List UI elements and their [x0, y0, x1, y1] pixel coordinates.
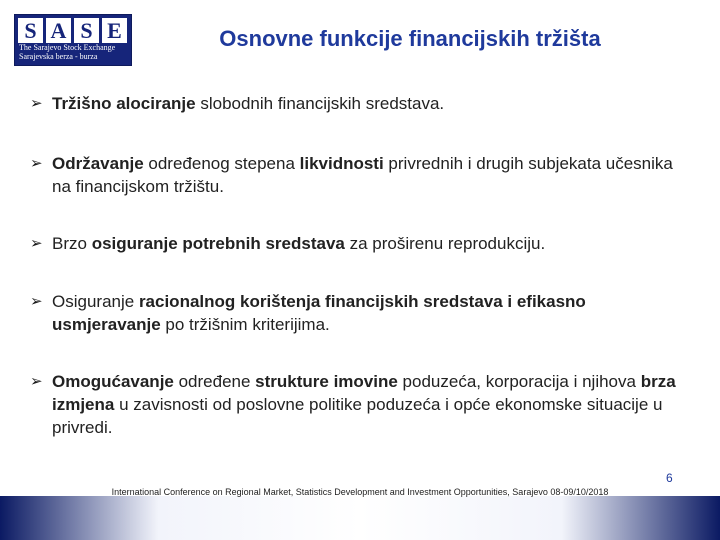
bullet-item — [30, 290, 690, 336]
bullet-bold-segment: likvidnosti — [299, 154, 384, 173]
arrow-bullet-icon: ➢ — [30, 373, 43, 390]
sase-logo — [14, 14, 132, 66]
bullet-text — [52, 92, 690, 115]
bullet-text — [52, 152, 690, 198]
bullet-segment: u zavisnosti od poslovne politike poduzeća i opće ekonomske situacije u privredi. — [52, 395, 663, 437]
arrow-bullet-icon: ➢ — [30, 155, 43, 172]
bullet-text — [52, 370, 690, 439]
bullet-item — [30, 152, 690, 198]
arrow-bullet-icon: ➢ — [30, 293, 43, 310]
bullet-item — [30, 92, 690, 115]
bullet-segment: poduzeća, korporacija i njihova — [397, 372, 641, 391]
bullet-segment: određenog stepena — [143, 154, 300, 173]
bullet-segment: Brzo — [52, 234, 92, 253]
bullet-item — [30, 370, 690, 439]
slide-title: Osnovne funkcije financijskih tržišta — [219, 26, 601, 51]
bullet-segment: privrednih i drugih subjekata učesnika na financijskom tržištu. — [52, 154, 673, 196]
arrow-bullet-icon: ➢ — [30, 235, 43, 252]
logo-subtitle-line2: Sarajevska berza - burza — [19, 52, 98, 61]
bullet-text — [52, 232, 690, 255]
footer-conference-text: International Conference on Regional Market, Statistics Development and Investment Opportunities, Sarajevo 08-09/10/2018 — [111, 487, 609, 497]
bullet-segment: po tržišnim kriterijima. — [160, 315, 330, 334]
bullet-bold-segment: brza izmjena — [52, 372, 676, 414]
bullet-segment: slobodnih financijskih sredstava. — [195, 94, 445, 113]
arrow-bullet-icon: ➢ — [30, 95, 43, 112]
bullet-segment: za proširenu reprodukciju. — [344, 234, 546, 253]
bullet-item — [30, 232, 690, 255]
bullet-bold-segment: Održavanje — [52, 154, 144, 173]
footer-bar — [0, 496, 720, 540]
page-number: 6 — [666, 471, 673, 485]
logo-letter-a: A — [46, 18, 71, 43]
logo-letters — [15, 15, 131, 43]
logo-subtitle-line1: The Sarajevo Stock Exchange — [19, 43, 116, 52]
logo-letter-s2: S — [74, 18, 99, 43]
bullet-bold-segment: Tržišno alociranje — [52, 94, 196, 113]
bullet-bold-segment: Omogućavanje — [52, 372, 174, 391]
logo-letter-s1: S — [18, 18, 43, 43]
bullet-segment: Osiguranje — [52, 292, 139, 311]
logo-letter-e: E — [102, 18, 127, 43]
bullet-bold-segment: racionalnog korištenja financijskih sredstava i efikasno usmjeravanje — [52, 292, 586, 334]
bullet-segment: određene — [173, 372, 256, 391]
bullet-bold-segment: osiguranje potrebnih sredstava — [91, 234, 345, 253]
bullet-text — [52, 290, 690, 336]
bullet-bold-segment: strukture imovine — [255, 372, 398, 391]
